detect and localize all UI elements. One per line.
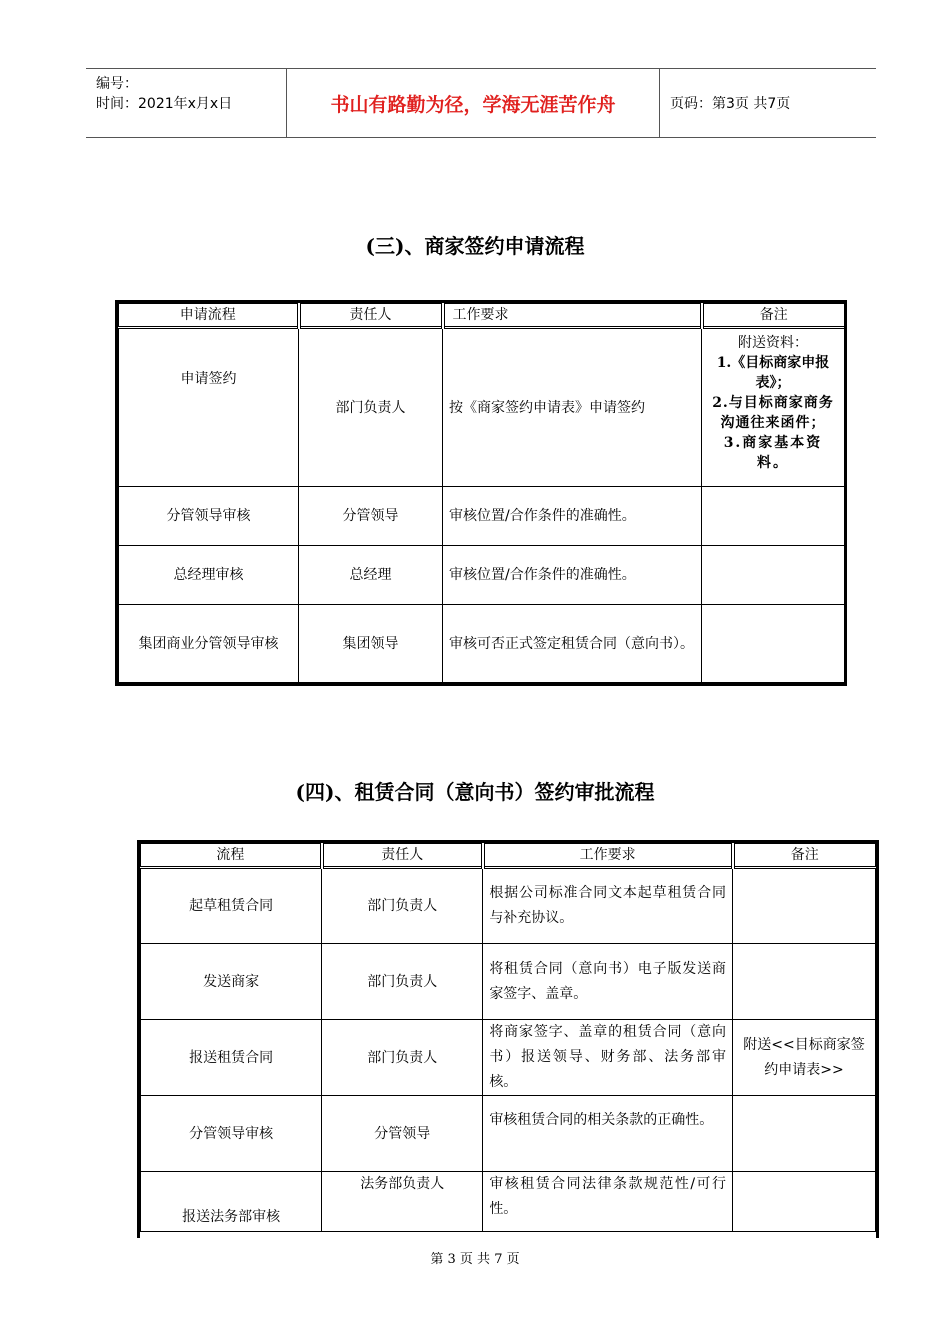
section3-title: (三)、商家签约申请流程 <box>365 234 585 258</box>
note-cell <box>702 605 845 683</box>
col-header: 备注 <box>733 844 876 868</box>
col-header: 备注 <box>702 304 845 328</box>
time-label: 时间：2021年x月x日 <box>96 96 233 112</box>
owner-cell: 部门负责人 <box>322 1020 483 1096</box>
owner-cell: 分管领导 <box>299 487 443 546</box>
header-motto: 书山有路勤为径，学海无涯苦作舟 <box>287 69 660 137</box>
table-row <box>141 868 876 944</box>
table-row <box>119 328 845 487</box>
table-row <box>141 944 876 1020</box>
table-row <box>141 1096 876 1172</box>
section4-table <box>137 840 879 1238</box>
owner-cell: 部门负责人 <box>299 328 443 487</box>
requirement-cell: 审核位置/合作条件的准确性。 <box>443 546 702 605</box>
col-header: 流程 <box>141 844 322 868</box>
requirement-cell: 审核可否正式签定租赁合同（意向书）。 <box>443 605 702 683</box>
code-label: 编号： <box>96 76 138 92</box>
step-cell: 总经理审核 <box>119 546 299 605</box>
table-row <box>141 1020 876 1096</box>
page-footer: 第 3 页 共 7 页 <box>430 1252 520 1267</box>
owner-cell: 总经理 <box>299 546 443 605</box>
col-header: 责任人 <box>299 304 443 328</box>
col-header: 工作要求 <box>483 844 733 868</box>
step-cell: 报送租赁合同 <box>141 1020 322 1096</box>
note-line: 1.《目标商家申报表》； <box>716 355 830 391</box>
note-cell <box>702 487 845 546</box>
step-cell: 报送法务部审核 <box>141 1172 322 1232</box>
note-line: 2.与目标商家商务沟通往来函件； <box>712 395 834 431</box>
owner-cell: 法务部负责人 <box>322 1172 483 1232</box>
note-cell: 附送<<目标商家签约申请表>> <box>733 1020 876 1096</box>
col-header: 工作要求 <box>443 304 702 328</box>
step-cell: 分管领导审核 <box>119 487 299 546</box>
table-row <box>119 487 845 546</box>
step-cell: 起草租赁合同 <box>141 868 322 944</box>
header-page-info: 页码：第3页 共7页 <box>670 96 791 112</box>
step-cell: 分管领导审核 <box>141 1096 322 1172</box>
owner-cell: 部门负责人 <box>322 868 483 944</box>
header-meta <box>86 69 287 137</box>
step-cell: 发送商家 <box>141 944 322 1020</box>
step-cell: 申请签约 <box>119 328 299 487</box>
requirement-cell: 将商家签字、盖章的租赁合同（意向书）报送领导、财务部、法务部审核。 <box>483 1020 733 1096</box>
page-header <box>86 68 876 138</box>
requirement-cell: 根据公司标准合同文本起草租赁合同与补充协议。 <box>483 868 733 944</box>
step-cell: 集团商业分管领导审核 <box>119 605 299 683</box>
table-row <box>141 1172 876 1232</box>
section4-title: (四)、租赁合同（意向书）签约审批流程 <box>295 780 655 804</box>
col-header: 责任人 <box>322 844 483 868</box>
section3-table <box>115 300 847 686</box>
note-cell <box>733 944 876 1020</box>
col-header: 申请流程 <box>119 304 299 328</box>
requirement-cell: 审核租赁合同法律条款规范性/可行性。 <box>483 1172 733 1232</box>
table-row <box>119 546 845 605</box>
requirement-cell: 将租赁合同（意向书）电子版发送商家签字、盖章。 <box>483 944 733 1020</box>
owner-cell: 部门负责人 <box>322 944 483 1020</box>
owner-cell: 集团领导 <box>299 605 443 683</box>
requirement-cell: 按《商家签约申请表》申请签约 <box>443 328 702 487</box>
note-cell <box>733 868 876 944</box>
requirement-cell: 审核位置/合作条件的准确性。 <box>443 487 702 546</box>
note-line: 3.商家基本资料。 <box>723 435 823 471</box>
note-cell <box>733 1096 876 1172</box>
owner-cell: 分管领导 <box>322 1096 483 1172</box>
note-line: 附送资料： <box>738 335 808 351</box>
requirement-cell: 审核租赁合同的相关条款的正确性。 <box>483 1096 733 1172</box>
note-cell <box>702 328 845 487</box>
table-row <box>119 605 845 683</box>
note-cell <box>733 1172 876 1232</box>
note-cell <box>702 546 845 605</box>
